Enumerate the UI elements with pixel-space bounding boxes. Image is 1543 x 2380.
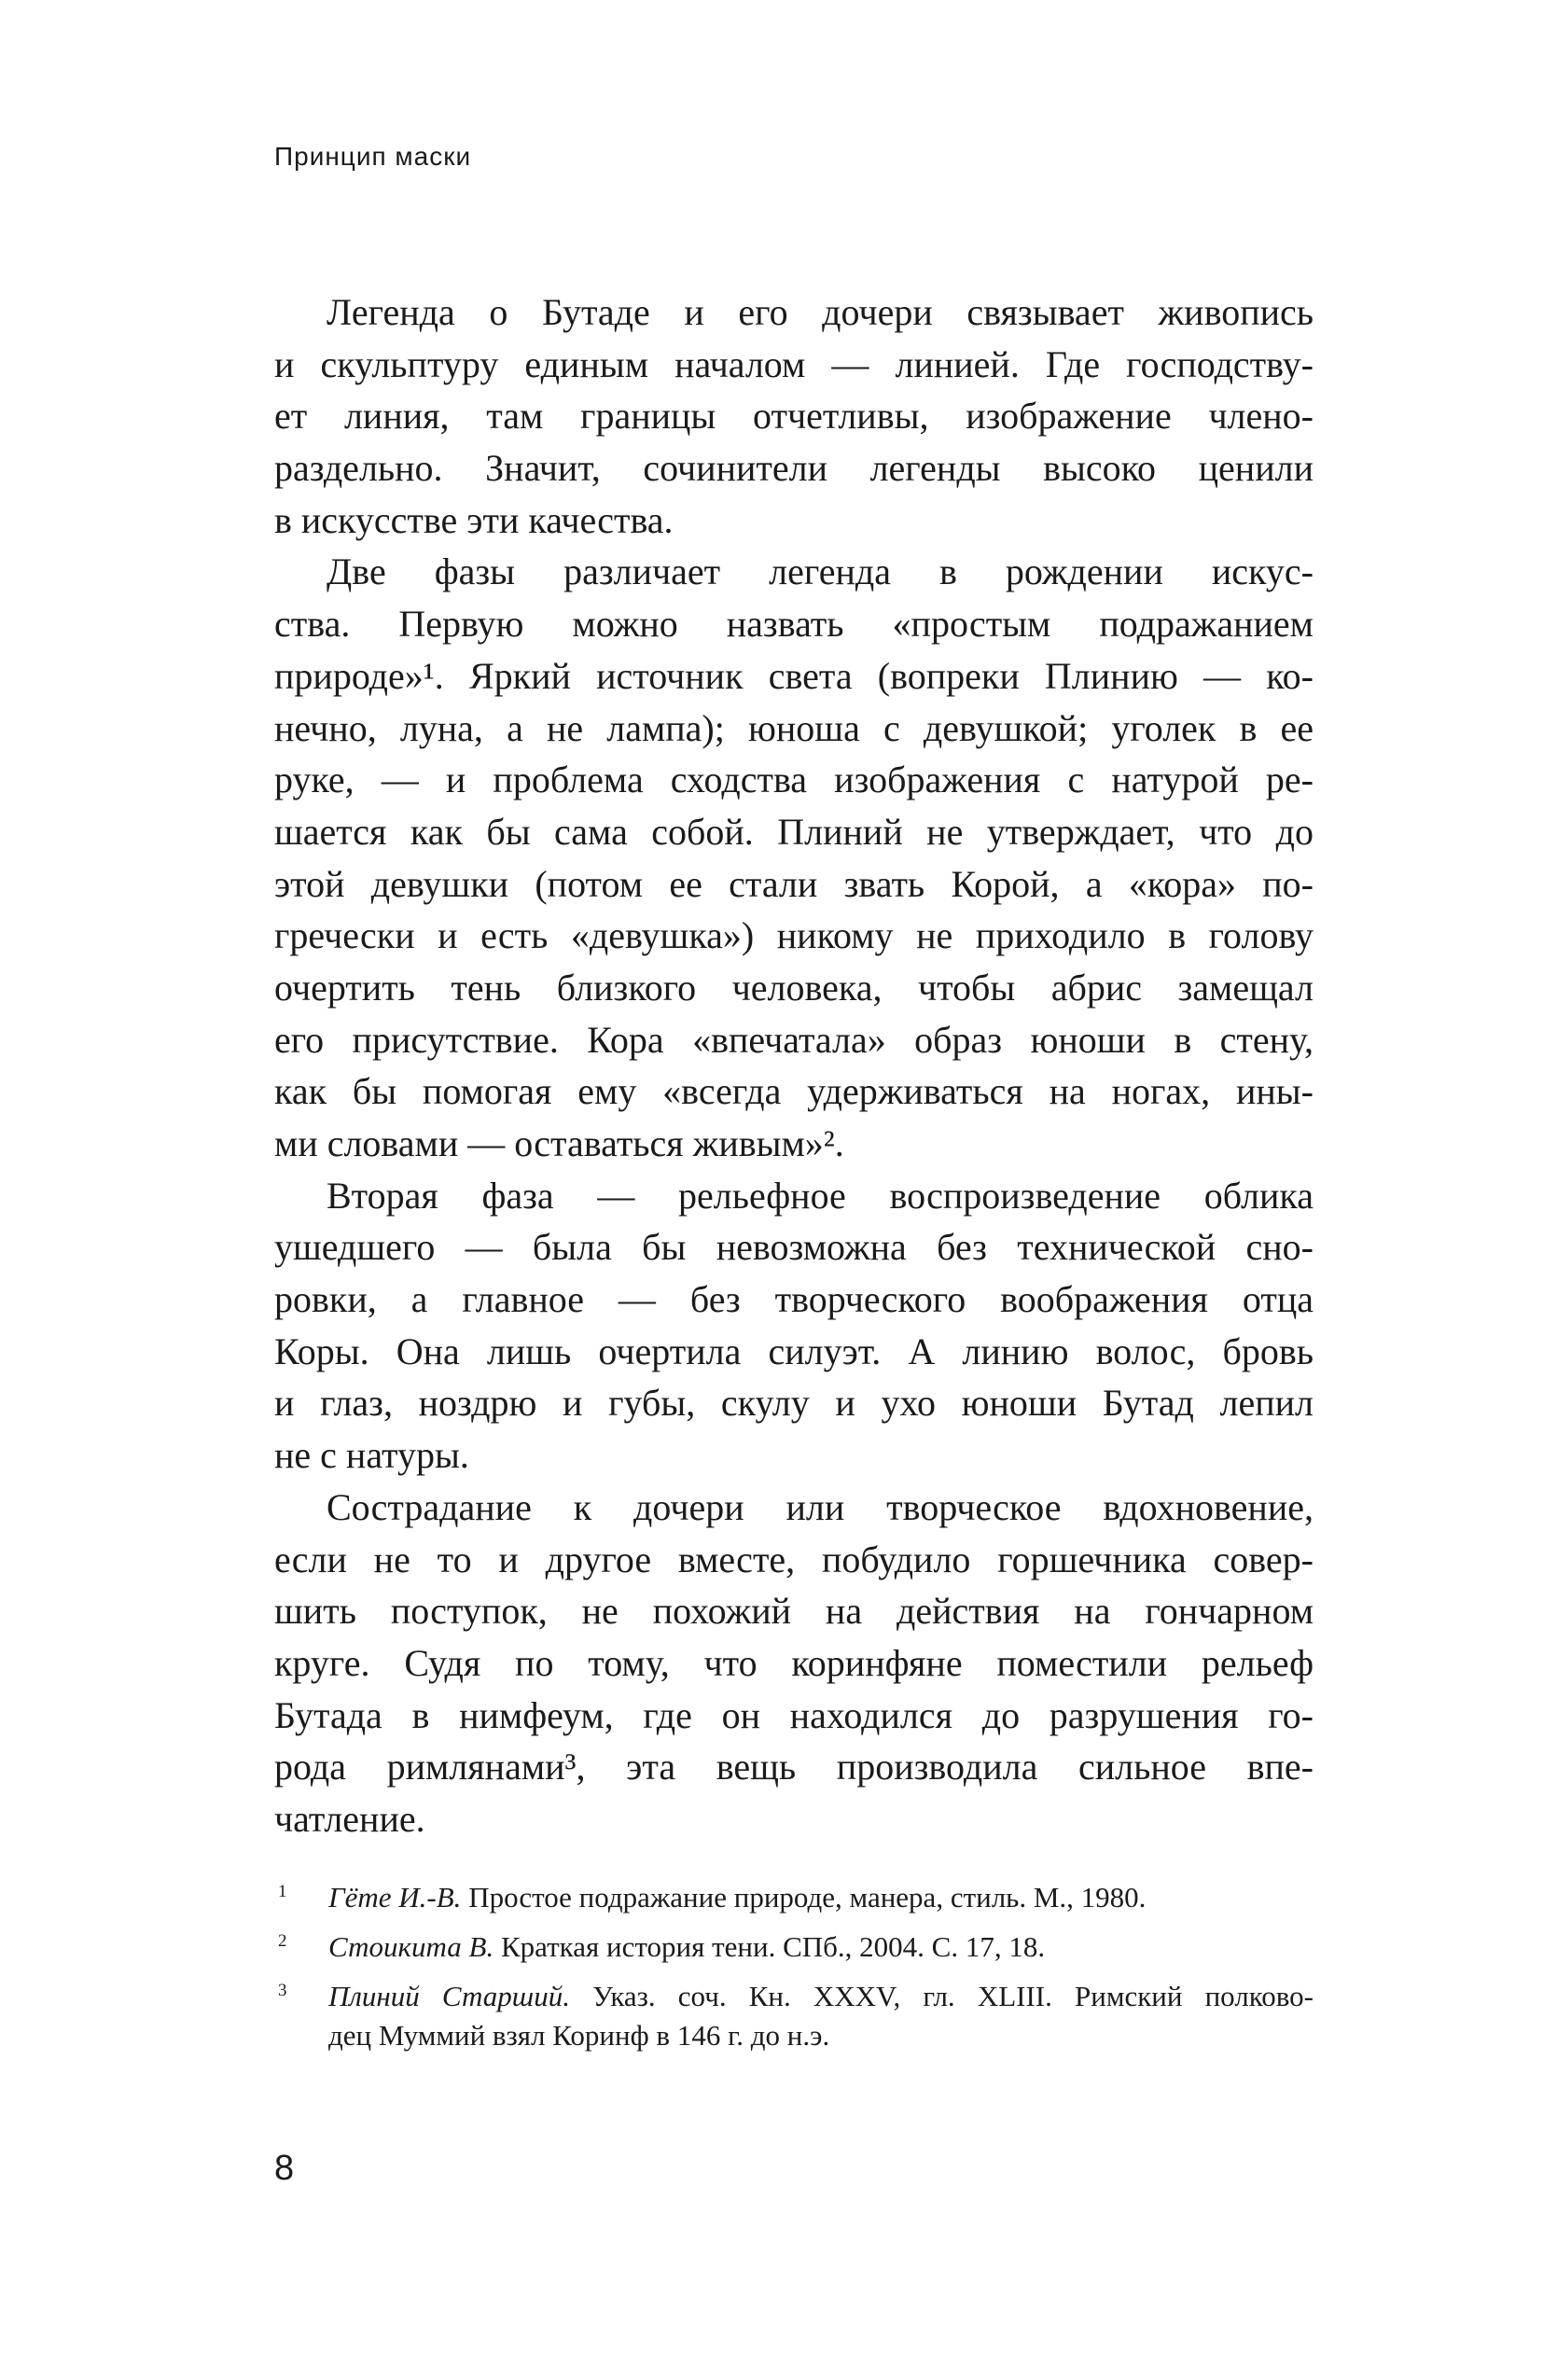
text-line: Легенда о Бутаде и его дочери связывает живопись [327, 291, 1314, 333]
text-line: ства. Первую можно назвать «простым подражанием [274, 603, 1314, 646]
text-line: Вторая фаза — рельефное воспроизведение облика [327, 1174, 1314, 1217]
paragraph [274, 546, 1314, 1169]
footnote-line [328, 1878, 1314, 1917]
footnote-line [328, 2016, 1314, 2055]
text-line: шить поступок, не похожий на действия на гончарном [274, 1590, 1314, 1633]
text-line: ет линия, там границы отчетливы, изображение члено- [274, 395, 1314, 438]
text-line: рода римлянами³, эта вещь производила сильное впе- [274, 1746, 1314, 1788]
text-line: не с натуры. [274, 1434, 469, 1477]
text-line: шается как бы сама собой. Плиний не утверждает, что до [274, 810, 1314, 853]
text-line: его присутствие. Кора «впечатала» образ юноши в стену, [274, 1018, 1314, 1061]
footnote-number: 3 [278, 1981, 287, 2000]
paragraph [274, 1482, 1314, 1845]
footnote-author: Плиний Старший. [328, 1980, 570, 2012]
text-line: как бы помогая ему «всегда удерживаться на ногах, ины- [274, 1070, 1314, 1113]
body-text [274, 286, 1314, 1845]
footnote-number: 2 [278, 1931, 287, 1951]
text-line: в искусстве эти качества. [274, 498, 674, 541]
text-line: гречески и есть «девушка») никому не приходило в голову [274, 914, 1314, 957]
footnote-author: Стоикита В. [328, 1930, 494, 1963]
paragraph [274, 286, 1314, 546]
text-line: если не то и другое вместе, побудило горшечника совер- [274, 1538, 1314, 1580]
footnote [274, 1878, 1314, 1917]
text-line: этой девушки (потом ее стали звать Корой, а «кора» по- [274, 862, 1314, 905]
text-line: Две фазы различает легенда в рождении искус- [327, 550, 1314, 593]
text-line: Сострадание к дочери или творческое вдохновение, [327, 1485, 1314, 1528]
text-line: и глаз, ноздрю и губы, скулу и ухо юноши Бутад лепил [274, 1382, 1314, 1425]
footnote-text: Указ. соч. Кн. XXXV, гл. XLIII. Римский полково- [569, 1980, 1314, 2012]
footnotes [274, 1878, 1314, 2066]
text-line: природе»¹. Яркий источник света (вопреки Плинию — ко- [274, 654, 1314, 697]
footnote-text: Простое подражание природе, манера, стиль. М., 1980. [461, 1881, 1147, 1914]
page-number: 8 [274, 2149, 295, 2188]
footnote-author: Гёте И.-В. [328, 1881, 462, 1914]
text-line: Бутада в нимфеум, где он находился до разрушения го- [274, 1693, 1314, 1736]
footnote-text: дец Муммий взял Коринф в 146 г. до н.э. [328, 2019, 830, 2052]
text-line: Коры. Она лишь очертила силуэт. А линию волос, бровь [274, 1329, 1314, 1372]
footnote-number: 1 [278, 1882, 287, 1901]
text-line: ми словами — оставаться живым»². [274, 1122, 844, 1164]
text-line: руке, — и проблема сходства изображения с натурой ре- [274, 759, 1314, 801]
text-line: и скульптуру единым началом — линией. Где господству- [274, 342, 1314, 385]
footnote [274, 1977, 1314, 2055]
text-line: круге. Судя по тому, что коринфяне поместили рельеф [274, 1641, 1314, 1684]
paragraph [274, 1170, 1314, 1482]
text-line: раздельно. Значит, сочинители легенды высоко ценили [274, 447, 1314, 490]
text-line: нечно, луна, а не лампа); юноша с девушкой; уголек в ее [274, 706, 1314, 749]
footnote [274, 1928, 1314, 1967]
footnote-text: Краткая история тени. СПб., 2004. С. 17, 18. [493, 1930, 1046, 1963]
running-header: Принцип маски [274, 142, 472, 171]
text-line: чатление. [274, 1797, 425, 1840]
footnote-line [328, 1977, 1314, 2016]
text-line: ушедшего — была бы невозможна без технической сно- [274, 1226, 1314, 1269]
footnote-line [328, 1928, 1314, 1967]
text-line: ровки, а главное — без творческого воображения отца [274, 1278, 1314, 1321]
text-line: очертить тень близкого человека, чтобы абрис замещал [274, 966, 1314, 1009]
